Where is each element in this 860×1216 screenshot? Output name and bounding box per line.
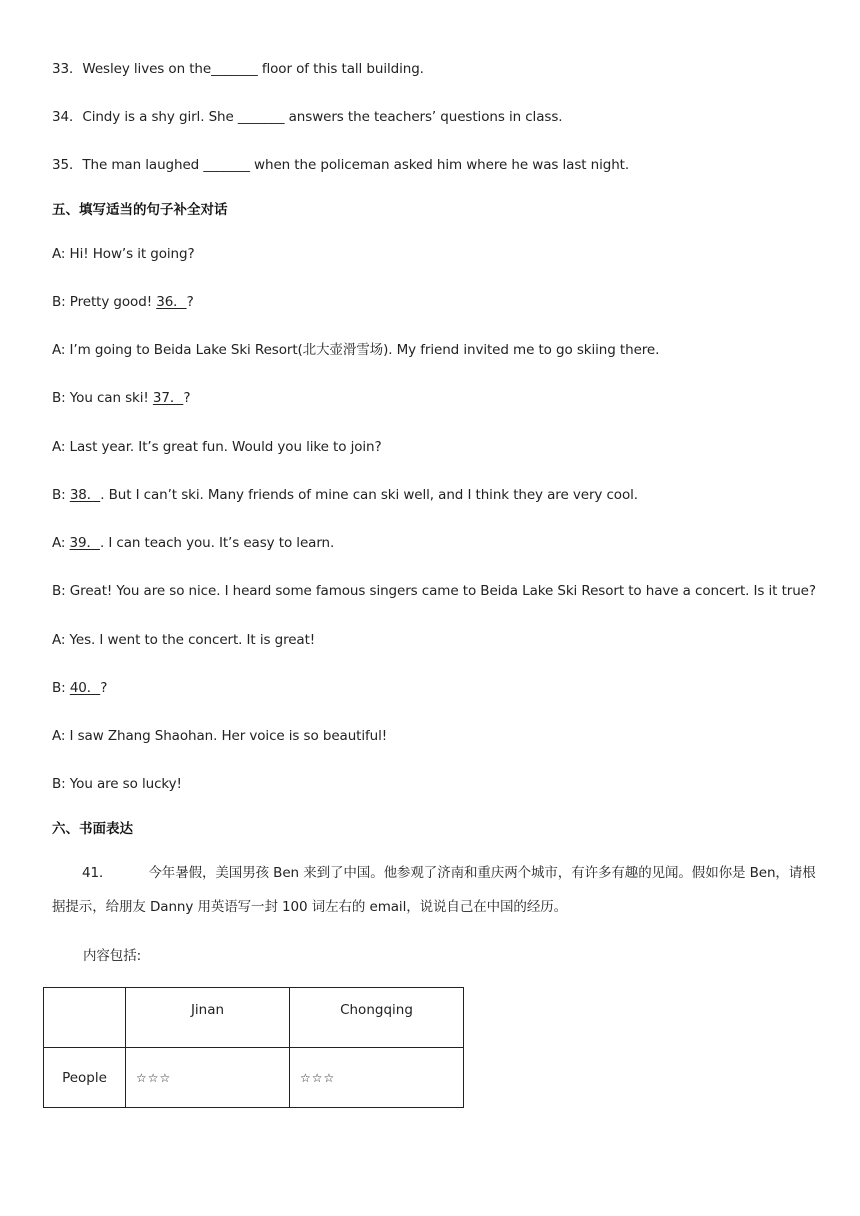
question-41-prompt: 今年暑假，美国男孩 Ben 来到了中国。他参观了济南和重庆两个城市，有许多有趣的见闻。假如你是 Ben，请根据提示，给朋友 Danny 用英语写一封 100 词左右的 email，说说自己在中国的经历。 bbox=[52, 865, 816, 915]
answer-blank-40: 40． bbox=[69, 680, 101, 696]
dialogue-prefix: B: Pretty good! bbox=[52, 294, 157, 310]
answer-blank-38: 38． bbox=[69, 487, 101, 503]
table-header-row bbox=[44, 988, 464, 1048]
dialogue-line: A: Hi! How’s it going? bbox=[52, 246, 195, 262]
dialogue-suffix: ? bbox=[183, 390, 191, 406]
dialogue-suffix: ? bbox=[186, 294, 194, 310]
table-header-cell: Jinan bbox=[126, 988, 290, 1048]
dialogue-line: A: Yes. I went to the concert. It is great! bbox=[52, 632, 316, 648]
star-rating: ☆☆☆ bbox=[126, 1048, 290, 1108]
dialogue-line bbox=[52, 485, 638, 505]
dialogue-prefix: B: You can ski! bbox=[52, 390, 153, 406]
dialogue-line bbox=[52, 678, 107, 698]
dialogue-line: B: Great! You are so nice. I heard some famous singers came to Beida Lake Ski Resort to have a concert. Is it true? bbox=[52, 583, 816, 599]
dialogue-suffix: . But I can’t ski. Many friends of mine can ski well, and I think they are very cool. bbox=[100, 487, 638, 503]
dialogue-suffix: . I can teach you. It’s easy to learn. bbox=[99, 535, 335, 551]
dialogue-line bbox=[52, 388, 190, 408]
dialogue-line: B: You are so lucky! bbox=[52, 776, 182, 792]
content-label: 内容包括: bbox=[83, 948, 142, 964]
question-35: 35．The man laughed _______ when the policeman asked him where he was last night. bbox=[52, 157, 630, 173]
question-41 bbox=[52, 856, 822, 924]
star-rating: ☆☆☆ bbox=[290, 1048, 464, 1108]
section-5-heading: 五、填写适当的句子补全对话 bbox=[52, 202, 228, 218]
table-row bbox=[44, 1048, 464, 1108]
dialogue-line: A: Last year. It’s great fun. Would you like to join? bbox=[52, 439, 382, 455]
dialogue-line bbox=[52, 533, 334, 553]
dialogue-line bbox=[52, 292, 194, 312]
dialogue-prefix: A: bbox=[52, 535, 70, 551]
answer-blank-39: 39． bbox=[69, 535, 100, 551]
question-34: 34．Cindy is a shy girl. She _______ answers the teachers’ questions in class. bbox=[52, 109, 563, 125]
answer-blank-37: 37． bbox=[152, 390, 184, 406]
section-6-heading: 六、书面表达 bbox=[52, 821, 133, 837]
question-41-number: 41． bbox=[82, 865, 113, 881]
table-row-label: People bbox=[44, 1048, 126, 1108]
question-33: 33．Wesley lives on the_______ floor of this tall building. bbox=[52, 61, 424, 77]
table-header-cell bbox=[44, 988, 126, 1048]
dialogue-prefix: B: bbox=[52, 680, 70, 696]
dialogue-line: A: I saw Zhang Shaohan. Her voice is so beautiful! bbox=[52, 728, 388, 744]
dialogue-line: A: I’m going to Beida Lake Ski Resort(北大壶滑雪场). My friend invited me to go skiing there. bbox=[52, 342, 660, 358]
content-table bbox=[43, 987, 464, 1108]
answer-blank-36: 36． bbox=[156, 294, 187, 310]
dialogue-prefix: B: bbox=[52, 487, 70, 503]
table-header-cell: Chongqing bbox=[290, 988, 464, 1048]
dialogue-suffix: ? bbox=[100, 680, 108, 696]
